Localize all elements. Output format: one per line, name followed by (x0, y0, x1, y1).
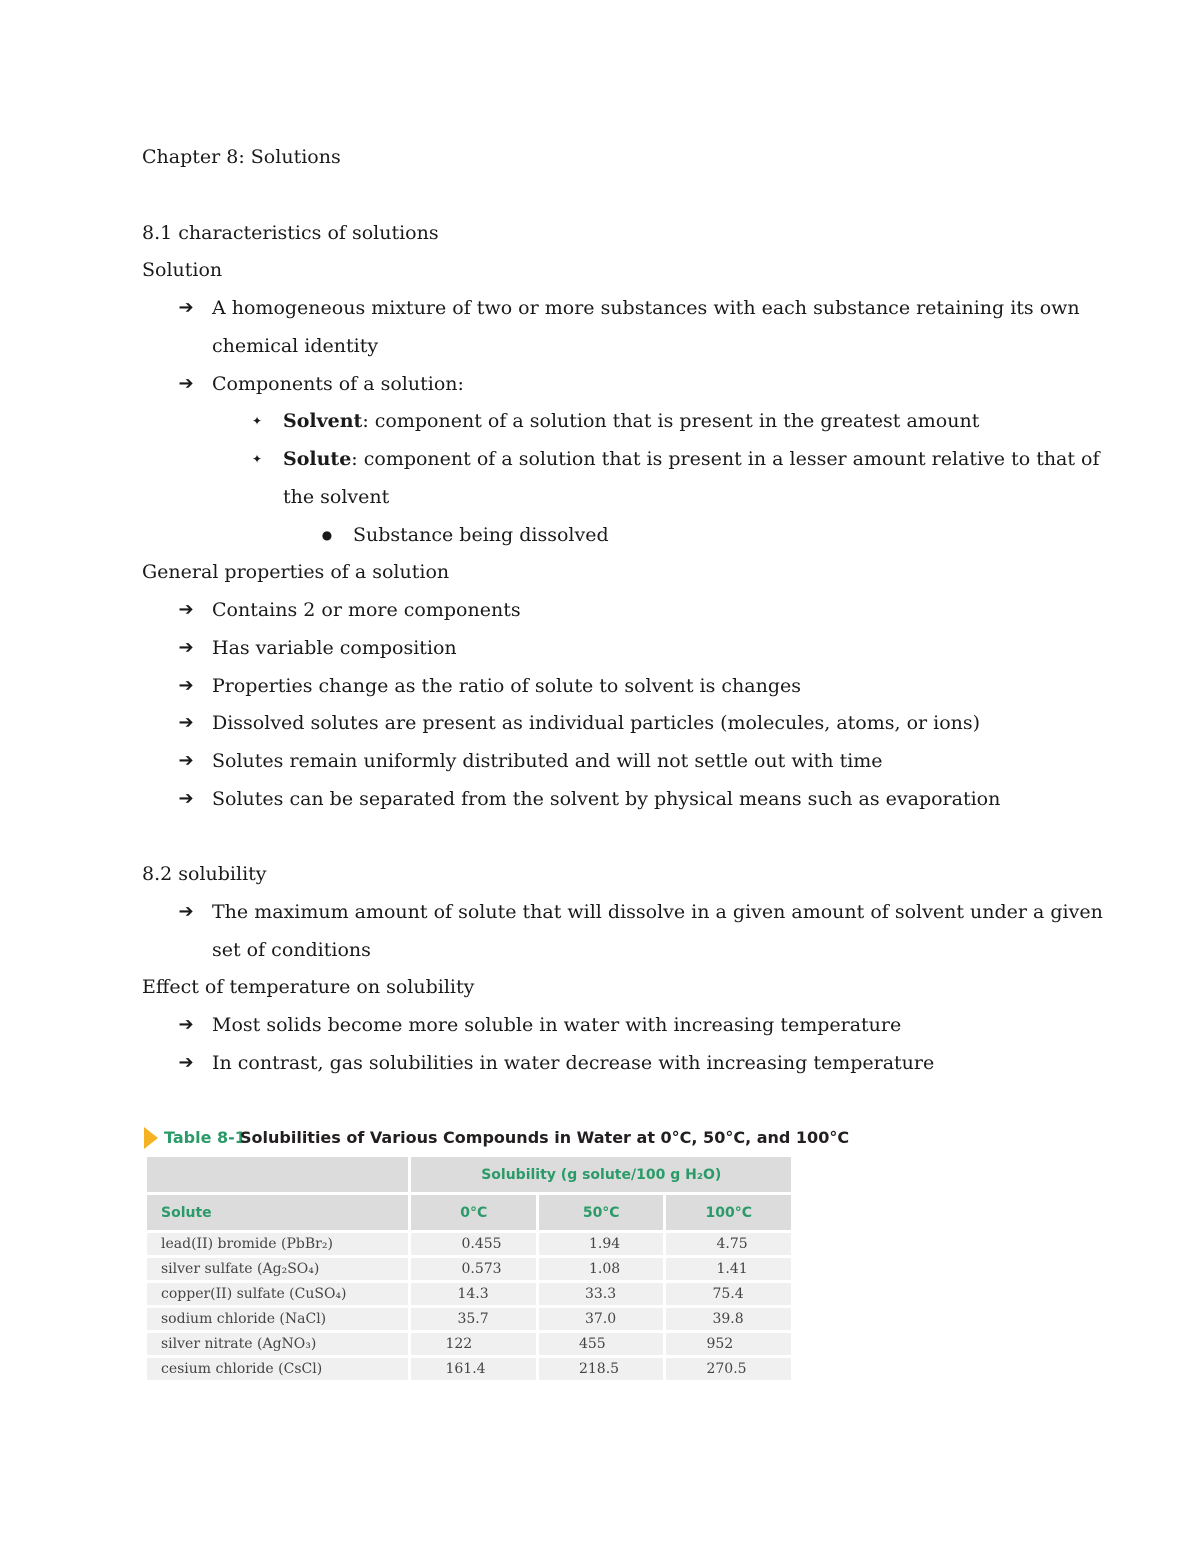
general-properties-heading: General properties of a solution (142, 561, 450, 583)
cell-100c: 952 (666, 1333, 791, 1355)
table-header-blank (147, 1157, 408, 1192)
cell-50c: 33.3 (539, 1283, 664, 1305)
cell-50c: 37.0 (539, 1308, 664, 1330)
arrow-icon: ➔ (178, 373, 194, 394)
property-text: Has variable composition (212, 637, 457, 659)
term-solution: Solution (142, 259, 223, 281)
table-number: Table 8-1 (164, 1128, 246, 1147)
column-header-100c: 100°C (666, 1195, 791, 1230)
property-item (178, 749, 883, 773)
arrow-icon: ➔ (178, 637, 194, 658)
table-row (147, 1283, 791, 1305)
diamond-icon: ✦ (251, 414, 263, 428)
cell-50c: 1.08 (539, 1258, 664, 1280)
cell-solute: silver nitrate (AgNO₃) (147, 1333, 408, 1355)
solute-sub-text: Substance being dissolved (353, 524, 609, 546)
arrow-icon: ➔ (178, 788, 194, 809)
bullet-solubility-definition (178, 900, 1103, 924)
column-header-50c: 50°C (539, 1195, 664, 1230)
bullet-solvent (251, 409, 980, 433)
temperature-heading: Effect of temperature on solubility (142, 976, 475, 998)
property-text: Dissolved solutes are present as individual particles (molecules, atoms, or ions) (212, 712, 981, 734)
property-item (178, 636, 457, 660)
table-row (147, 1233, 791, 1255)
cell-50c: 1.94 (539, 1233, 664, 1255)
cell-solute: copper(II) sulfate (CuSO₄) (147, 1283, 408, 1305)
arrow-icon: ➔ (178, 675, 194, 696)
solute-term: Solute (283, 448, 352, 470)
arrow-icon: ➔ (178, 901, 194, 922)
arrow-icon: ➔ (178, 599, 194, 620)
solution-definition-line2: chemical identity (212, 335, 379, 357)
temperature-point-text: In contrast, gas solubilities in water decrease with increasing temperature (212, 1052, 935, 1074)
table-row (147, 1258, 791, 1280)
solution-definition-line1: A homogeneous mixture of two or more substances with each substance retaining its own (212, 297, 1080, 319)
arrow-icon: ➔ (178, 750, 194, 771)
solute-definition-line1: : component of a solution that is present in a lesser amount relative to that of (351, 448, 1100, 470)
bullet-solution-definition (178, 296, 1080, 320)
cell-50c: 455 (539, 1333, 664, 1355)
cell-100c: 270.5 (666, 1358, 791, 1380)
cell-100c: 4.75 (666, 1233, 791, 1255)
cell-solute: cesium chloride (CsCl) (147, 1358, 408, 1380)
solubility-table (144, 1154, 794, 1383)
solubility-definition-line2: set of conditions (212, 939, 371, 961)
property-item (178, 674, 801, 698)
cell-0c: 161.4 (411, 1358, 536, 1380)
bullet-solute (251, 447, 1100, 471)
section-heading-8-2: 8.2 solubility (142, 863, 267, 885)
property-item (178, 787, 1001, 811)
table-title: Solubilities of Various Compounds in Water at 0°C, 50°C, and 100°C (240, 1128, 850, 1147)
solubility-definition-line1: The maximum amount of solute that will dissolve in a given amount of solvent under a given (212, 901, 1103, 923)
temperature-point (178, 1051, 935, 1075)
cell-0c: 14.3 (411, 1283, 536, 1305)
arrow-icon: ➔ (178, 1014, 194, 1035)
property-text: Solutes remain uniformly distributed and will not settle out with time (212, 750, 883, 772)
cell-0c: 122 (411, 1333, 536, 1355)
section-heading-8-1: 8.1 characteristics of solutions (142, 222, 439, 244)
arrow-icon: ➔ (178, 297, 194, 318)
column-header-0c: 0°C (411, 1195, 536, 1230)
group-header: Solubility (g solute/100 g H₂O) (411, 1157, 791, 1192)
solvent-definition: : component of a solution that is present in the greatest amount (362, 410, 980, 432)
cell-solute: sodium chloride (NaCl) (147, 1308, 408, 1330)
components-text: Components of a solution: (212, 373, 464, 395)
cell-100c: 39.8 (666, 1308, 791, 1330)
cell-100c: 75.4 (666, 1283, 791, 1305)
diamond-icon: ✦ (251, 452, 263, 466)
dot-icon: ● (321, 528, 333, 542)
column-header-solute: Solute (147, 1195, 408, 1230)
bullet-solute-sub (321, 523, 609, 547)
arrow-icon: ➔ (178, 1052, 194, 1073)
bullet-components (178, 372, 464, 396)
triangle-marker-icon (144, 1127, 158, 1149)
property-item (178, 598, 521, 622)
temperature-point-text: Most solids become more soluble in water with increasing temperature (212, 1014, 902, 1036)
property-text: Contains 2 or more components (212, 599, 521, 621)
property-item (178, 711, 981, 735)
property-text: Properties change as the ratio of solute to solvent is changes (212, 675, 801, 697)
property-text: Solutes can be separated from the solvent by physical means such as evaporation (212, 788, 1001, 810)
cell-50c: 218.5 (539, 1358, 664, 1380)
table-row (147, 1358, 791, 1380)
solute-definition-line2: the solvent (283, 486, 390, 508)
cell-solute: silver sulfate (Ag₂SO₄) (147, 1258, 408, 1280)
temperature-point (178, 1013, 902, 1037)
cell-0c: 0.455 (411, 1233, 536, 1255)
arrow-icon: ➔ (178, 712, 194, 733)
table-row (147, 1308, 791, 1330)
table-row (147, 1333, 791, 1355)
solvent-term: Solvent (283, 410, 363, 432)
chapter-title: Chapter 8: Solutions (142, 146, 341, 168)
cell-0c: 35.7 (411, 1308, 536, 1330)
cell-solute: lead(II) bromide (PbBr₂) (147, 1233, 408, 1255)
cell-100c: 1.41 (666, 1258, 791, 1280)
cell-0c: 0.573 (411, 1258, 536, 1280)
